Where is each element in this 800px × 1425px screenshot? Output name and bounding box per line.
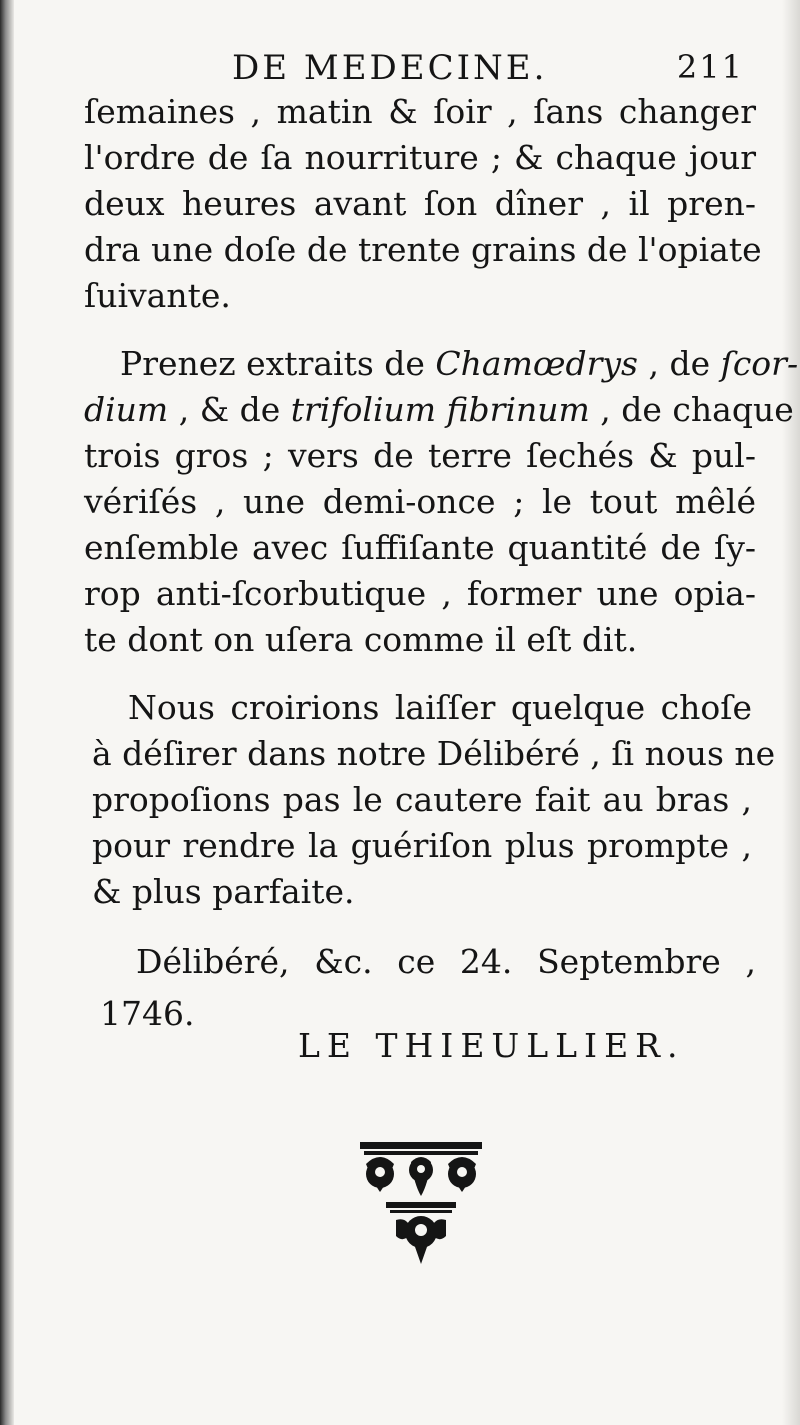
botanical-name: dium [84, 390, 169, 429]
page-edge [782, 0, 800, 1425]
signature: LE THIEULLIER. [298, 1026, 685, 1065]
text-line: l'ordre de ſa nourriture ; & chaque jour [84, 138, 756, 177]
botanical-name: Chamœdrys [435, 344, 638, 383]
text-line: vériſés , une demi-once ; le tout mêlé [84, 482, 756, 521]
text-line: & plus parfaite. [92, 872, 355, 911]
text-line: propoſions pas le cautere fait au bras , [92, 780, 752, 819]
page-header [84, 48, 744, 92]
year-line: 1746. [100, 994, 195, 1033]
text-line: Délibéré, &c. ce 24. Septembre , [136, 942, 756, 981]
text-line: te dont on uſera comme il eſt dit. [84, 620, 638, 659]
text-line: dium , & de trifolium fibrinum , de chaque [84, 390, 794, 429]
text-line: deux heures avant ſon dîner , il pren- [84, 184, 756, 223]
text-line: ſuivante. [84, 276, 231, 315]
text-line: Prenez extraits de Chamœdrys , de ſcor- [120, 344, 799, 383]
text-line: rop anti-ſcorbutique , former une opia- [84, 574, 756, 613]
text-line: pour rendre la guériſon plus prompte , [92, 826, 752, 865]
text-line: enſemble avec ſuffiſante quantité de ſy- [84, 528, 756, 567]
running-head: DE MEDECINE. [232, 48, 548, 88]
text-line: à déſirer dans notre Délibéré , ſi nous ne [92, 734, 776, 773]
text-line: ſemaines , matin & ſoir , ſans changer [84, 92, 756, 131]
page-gutter-shadow [0, 0, 14, 1425]
text-line: trois gros ; vers de terre ſechés & pul- [84, 436, 756, 475]
botanical-name: ſcor- [720, 344, 799, 383]
text-line: Nous croirions laiſſer quelque choſe [128, 688, 752, 727]
text-line: dra une doſe de trente grains de l'opiate [84, 230, 762, 269]
fleuron-ornament [356, 1140, 486, 1270]
page-number: 211 [676, 48, 744, 86]
botanical-name: trifolium fibrinum [290, 390, 590, 429]
